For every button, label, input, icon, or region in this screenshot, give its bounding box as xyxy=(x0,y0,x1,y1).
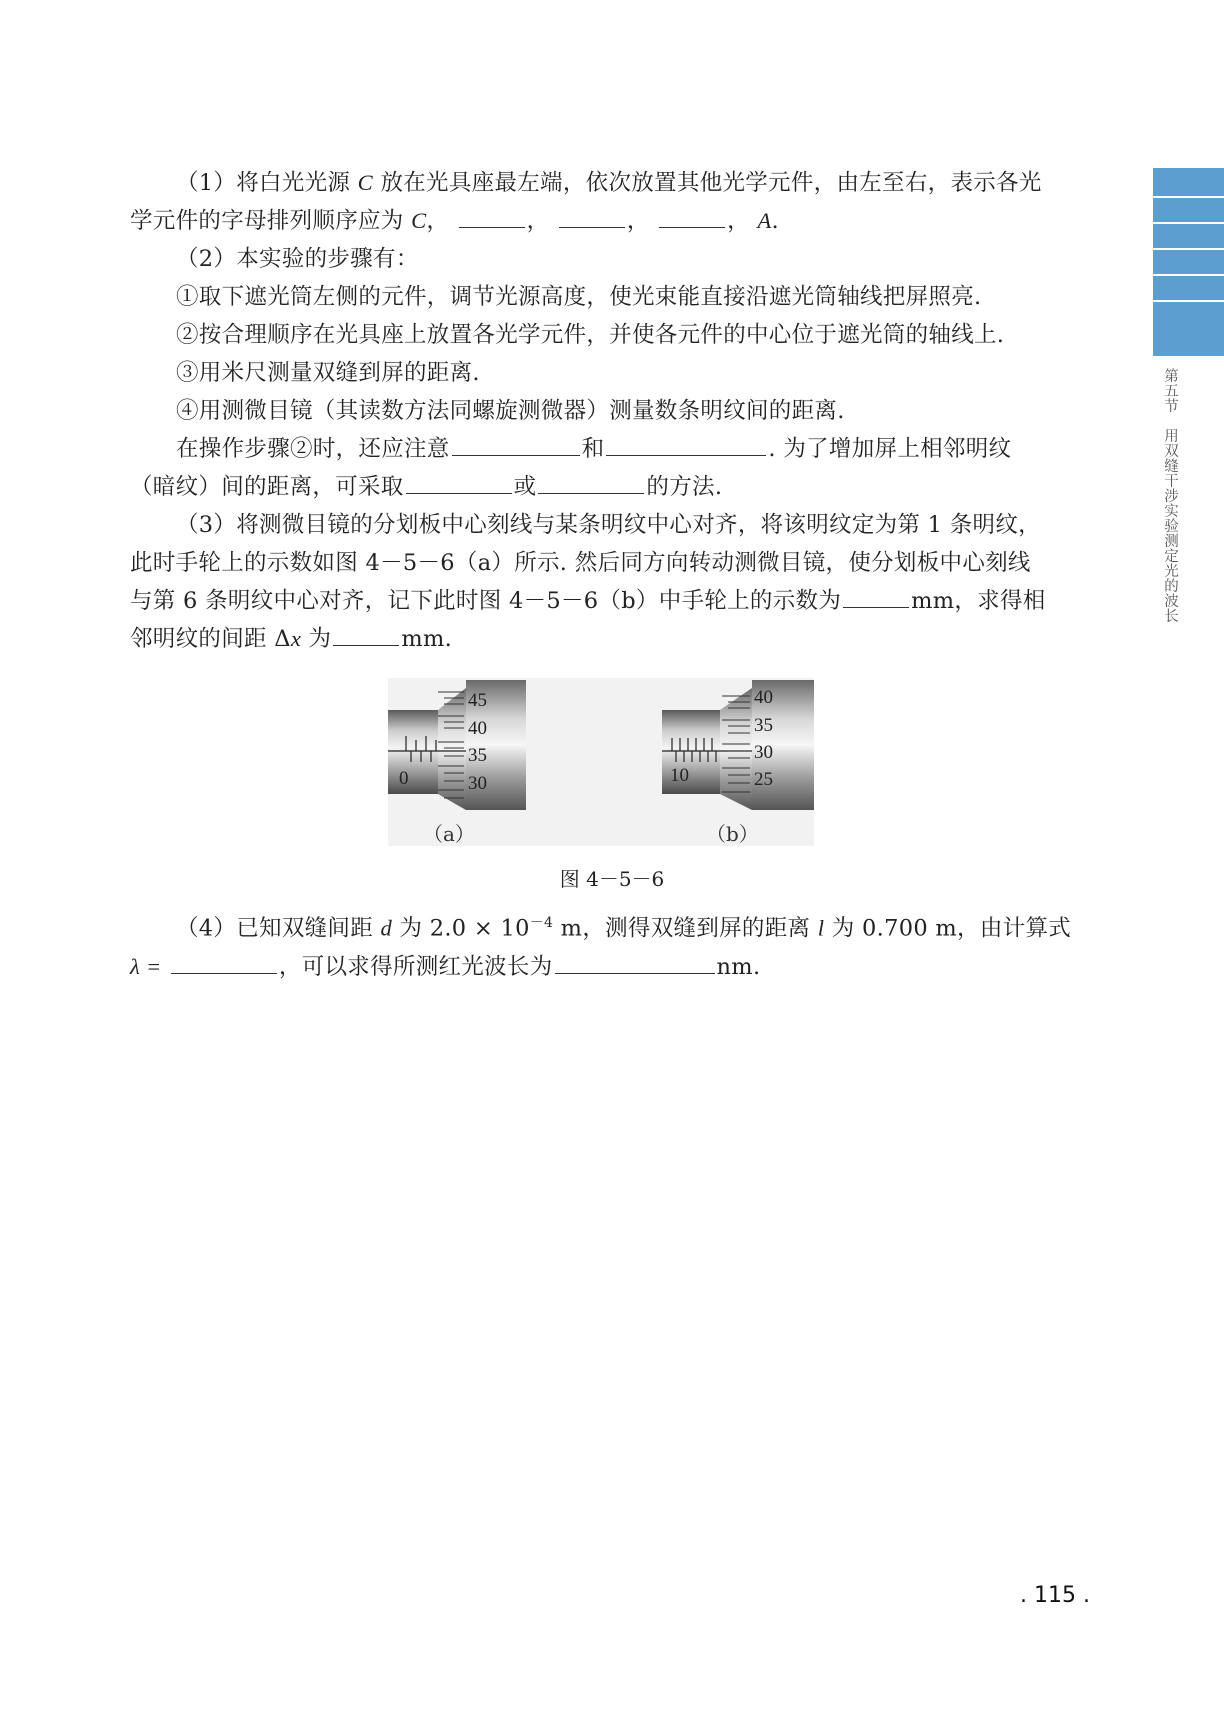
question-text xyxy=(130,164,1070,658)
q2-note-cont: （暗纹）间的距离，可采取 或 的方法. xyxy=(130,468,1070,506)
tab-divider xyxy=(1153,274,1224,276)
q2-step-4: ④用测微目镜（其读数方法同螺旋测微器）测量数条明纹间的距离. xyxy=(176,398,845,424)
tab-divider xyxy=(1153,222,1224,224)
section-topic: 用双缝干涉实验测定光的波长 xyxy=(1162,428,1178,623)
answer-blank[interactable] xyxy=(333,623,399,646)
answer-blank[interactable] xyxy=(555,951,715,974)
thimble-tick-b: 30 xyxy=(754,742,773,763)
subfigure-label-b: （b） xyxy=(706,822,759,846)
q4-line2: λ = ，可以求得所测红光波长为 nm. xyxy=(130,948,1070,986)
answer-blank[interactable] xyxy=(406,471,512,494)
thimble-tick-b: 40 xyxy=(754,687,773,708)
answer-blank[interactable] xyxy=(459,205,525,228)
thimble-tick-b: 25 xyxy=(754,769,773,790)
q2-step-2: ②按合理顺序在光具座上放置各光学元件，并使各元件的中心位于遮光筒的轴线上. xyxy=(176,322,1005,348)
subfigure-label-a: （a） xyxy=(423,822,475,846)
tab-divider xyxy=(1153,300,1224,302)
micrometer-figure xyxy=(388,678,814,846)
thimble-tick-a: 30 xyxy=(468,773,487,794)
question-4 xyxy=(130,904,1070,986)
answer-blank[interactable] xyxy=(843,585,909,608)
answer-blank[interactable] xyxy=(538,471,644,494)
q3-line1: （3）将测微目镜的分划板中心刻线与某条明纹中心对齐，将该明纹定为第 1 条明纹， xyxy=(176,512,1041,538)
answer-blank[interactable] xyxy=(452,433,580,456)
q3-line2: 此时手轮上的示数如图 4－5－6（a）所示. 然后同方向转动测微目镜，使分划板中心刻线 xyxy=(130,550,1031,576)
thimble-tick-a: 45 xyxy=(468,690,487,711)
thimble-bevel-a xyxy=(438,688,466,810)
micrometer-b xyxy=(662,680,814,810)
tab-divider xyxy=(1153,196,1224,198)
thimble-tick-b: 35 xyxy=(754,715,773,736)
q2-intro: （2）本实验的步骤有： xyxy=(176,246,419,272)
main-scale-label-a: 0 xyxy=(399,768,409,789)
answer-blank[interactable] xyxy=(559,205,625,228)
micrometer-a xyxy=(388,680,526,810)
thimble-tick-a: 40 xyxy=(468,718,487,739)
main-scale-label-b: 10 xyxy=(670,765,689,786)
q2-step-3: ③用米尺测量双缝到屏的距离. xyxy=(176,360,480,386)
q4-line1: （4）已知双缝间距 d 为 $2.0 \times 10^{-4}$ m，测得双缝到屏的距离 l 为 0.700 m，由计算式 xyxy=(176,915,1072,942)
q3-line3: 与第 6 条明纹中心对齐，记下此时图 4－5－6（b）中手轮上的示数为 mm，求得相 xyxy=(130,582,1070,620)
tab-divider xyxy=(1153,248,1224,250)
q1-line1: （1）将白光光源 C 放在光具座最左端，依次放置其他光学元件，由左至右，表示各光 xyxy=(176,170,1042,196)
section-label: 第五节 xyxy=(1162,368,1178,413)
thimble-tick-a: 35 xyxy=(468,745,487,766)
q2-step-1: ①取下遮光筒左侧的元件，调节光源高度，使光束能直接沿遮光筒轴线把屏照亮. xyxy=(176,284,982,310)
answer-blank[interactable] xyxy=(171,951,277,974)
q3-line4: 邻明纹的间距 Δx 为 mm. xyxy=(130,620,1070,658)
q1-line2: 学元件的字母排列顺序应为 C， ， ， ， A. xyxy=(130,202,1070,240)
q2-note: 在操作步骤②时，还应注意 和 . 为了增加屏上相邻明纹 xyxy=(130,430,1070,468)
answer-blank[interactable] xyxy=(606,433,766,456)
answer-blank[interactable] xyxy=(659,205,725,228)
figure-caption: 图 4－5－6 xyxy=(559,867,665,891)
page-number: . 115 . xyxy=(1020,1583,1090,1608)
